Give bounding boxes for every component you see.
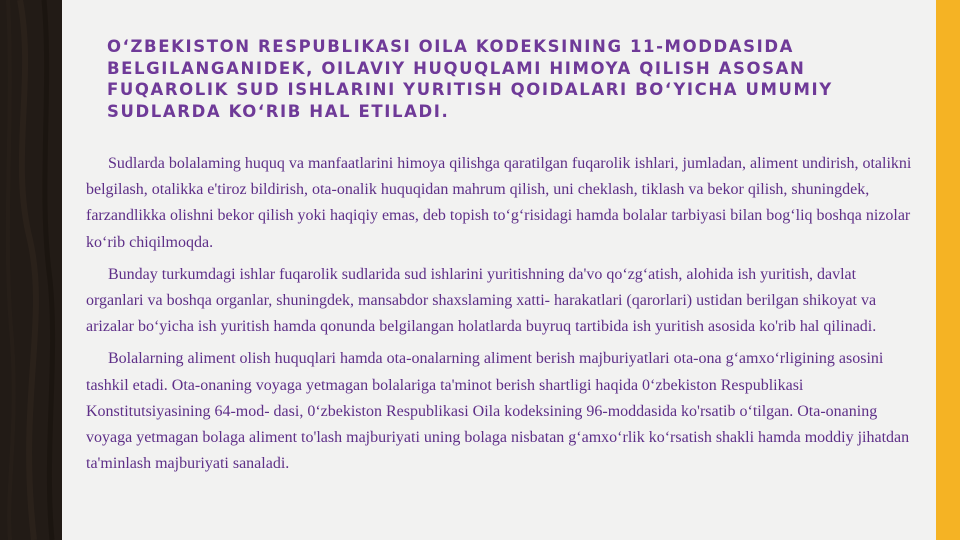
slide-title: O‘ZBEKISTON RESPUBLIKASI OILA KODEKSINING 11-MODDASIDA BELGILANGANIDEK, OILAVIY HUQUQLAMI HIMOYA QILISH ASOSAN FUQAROLIK SUD ISHLARINI YURITISH QOIDALARI BO‘YICHA UMUMIY SUDLARDA KO‘RIB HAL ETILADI.: [107, 37, 833, 121]
left-decorative-band: [0, 0, 62, 540]
body-paragraph-1: Sudlarda bolalaming huquq va manfaatlarini himoya qilishga qaratilgan fuqarolik ishlari, jumladan, aliment undirish, otalikni belgilash, otalikka e'tiroz bildirish, ota-onalik huquqidan mahrum qilish, uni cheklash, tiklash va bekor qilish, shuningdek, farzandlikka olishni bekor qilish yoki haqiqiy emas, deb topish to‘g‘risidagi hamda bolalar tarbiyasi bilan bog‘liq boshqa nizolar ko‘rib chiqilmoqda.: [86, 155, 912, 251]
slide-body: [86, 151, 912, 483]
band-texture: [0, 0, 62, 540]
body-paragraph-2: Bunday turkumdagi ishlar fuqarolik sudlarida sud ishlarini yuritishning da'vo qo‘zg‘atish, alohida ish yuritish, davlat organlari va boshqa organlar, shuningdek, mansabdor shaxslaming xatti- harakatlari (qarorlari) ustidan berilgan shikoyat va arizalar bo‘yicha ish yuritish hamda qonunda belgilangan holatlarda buyruq tartibida ish yuritish asosida ko'rib hal qilinadi.: [86, 265, 877, 336]
body-paragraph-3: Bolalarning aliment olish huquqlari hamda ota-onalarning aliment berish majburiyatlari ota-ona g‘amxo‘rligining asosini tashkil etadi. Ota-onaning voyaga yetmagan bolalariga ta'minot berish shartligi haqida 0‘zbekiston Respublikasi Konstitutsiyasining 64-mod- dasi, 0‘zbekiston Respublikasi Oila kodeksining 96-moddasida ko'rsatib o‘tilgan. Ota-onaning voyaga yetmagan bolaga aliment to'lash majburiyati uning bolaga nisbatan g‘amxo‘rlik ko‘rsatish shakli hamda moddiy jihatdan ta'minlash majburiyati sanaladi.: [86, 350, 910, 473]
right-accent-bar: [936, 0, 960, 540]
